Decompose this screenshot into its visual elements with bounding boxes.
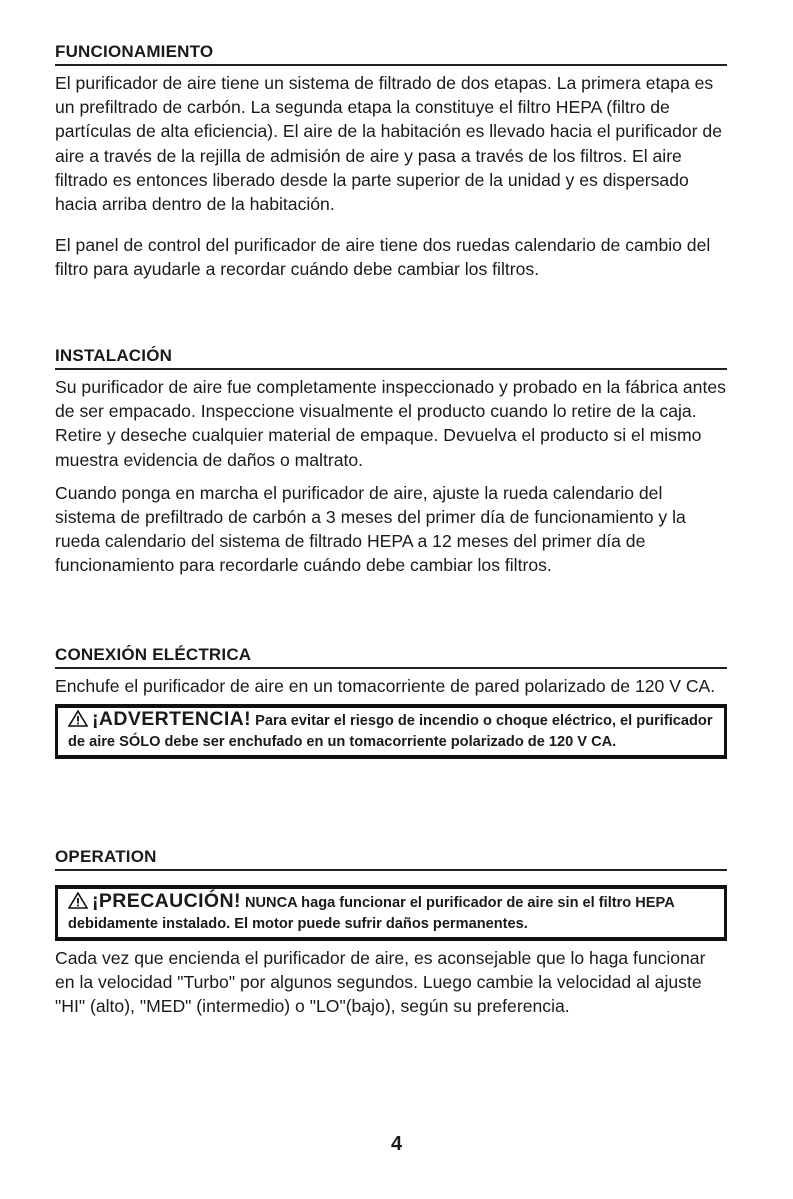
warning-box (55, 704, 727, 759)
operation-paragraph-1: Cada vez que encienda el purificador de aire, es aconsejable que lo haga funcionar en la velocidad "Turbo" por algunos segundos. Luego cambie la velocidad al ajuste "HI" (alto), "MED" (intermedio) o "LO"(bajo), según su preferencia. (55, 948, 706, 1017)
section-instalacion (55, 346, 727, 578)
heading-conexion-electrica: CONEXIÓN ELÉCTRICA (55, 645, 727, 669)
heading-instalacion: INSTALACIÓN (55, 346, 727, 370)
warning-triangle-icon (68, 710, 88, 733)
heading-operation: OPERATION (55, 847, 727, 871)
heading-funcionamiento: FUNCIONAMIENTO (55, 42, 727, 66)
instalacion-paragraph-2: Cuando ponga en marcha el purificador de aire, ajuste la rueda calendario del sistema de prefiltrado de carbón a 3 meses del primer día de funcionamiento y la rueda calendario del sistema de filtrado HEPA a 12 meses del primer día de funcionamiento para recordarle cuándo debe cambiar los filtros. (55, 482, 686, 576)
caution-box (55, 885, 727, 941)
conexion-paragraph-1: Enchufe el purificador de aire en un tomacorriente de pared polarizado de 120 V CA. (55, 676, 716, 696)
warning-title: ¡ADVERTENCIA! (92, 708, 252, 731)
funcionamiento-paragraph-2: El panel de control del purificador de aire tiene dos ruedas calendario de cambio del filtro para ayudarle a recordar cuándo debe cambiar los filtros. (55, 235, 711, 280)
instalacion-paragraph-1: Su purificador de aire fue completamente inspeccionado y probado en la fábrica antes de ser empacado. Inspeccione visualmente el producto cuando lo retire de la caja. Retire y deseche cualquier material de empaque. Devuelva el producto si el mismo muestra evidencia de daños o maltrato. (55, 377, 726, 470)
caution-title: ¡PRECAUCIÓN! (92, 890, 241, 912)
warning-text: Para evitar el riesgo de incendio o choque eléctrico, el purificador de aire SÓLO debe ser enchufado en un tomacorriente polarizado de 120 V CA. (68, 713, 713, 751)
caution-triangle-icon (68, 892, 88, 915)
funcionamiento-paragraph-1: El purificador de aire tiene un sistema de filtrado de dos etapas. La primera etapa es un prefiltrado de carbón. La segunda etapa la constituye el filtro HEPA (filtro de partículas de alta eficiencia). El aire de la habitación es llevado hacia el purificador de aire a través de la rejilla de admisión de aire y pasa a través de los filtros. El aire filtrado es entonces liberado desde la parte superior de la unidad y es dispersado hacia arriba dentro de la habitación. (55, 73, 722, 215)
section-funcionamiento (55, 42, 727, 282)
section-operation (55, 847, 727, 1019)
caution-text: NUNCA haga funcionar el purificador de aire sin el filtro HEPA debidamente instalado. El motor puede sufrir daños permanentes. (68, 895, 675, 932)
section-conexion-electrica (55, 645, 727, 759)
page-number: 4 (390, 1133, 403, 1155)
